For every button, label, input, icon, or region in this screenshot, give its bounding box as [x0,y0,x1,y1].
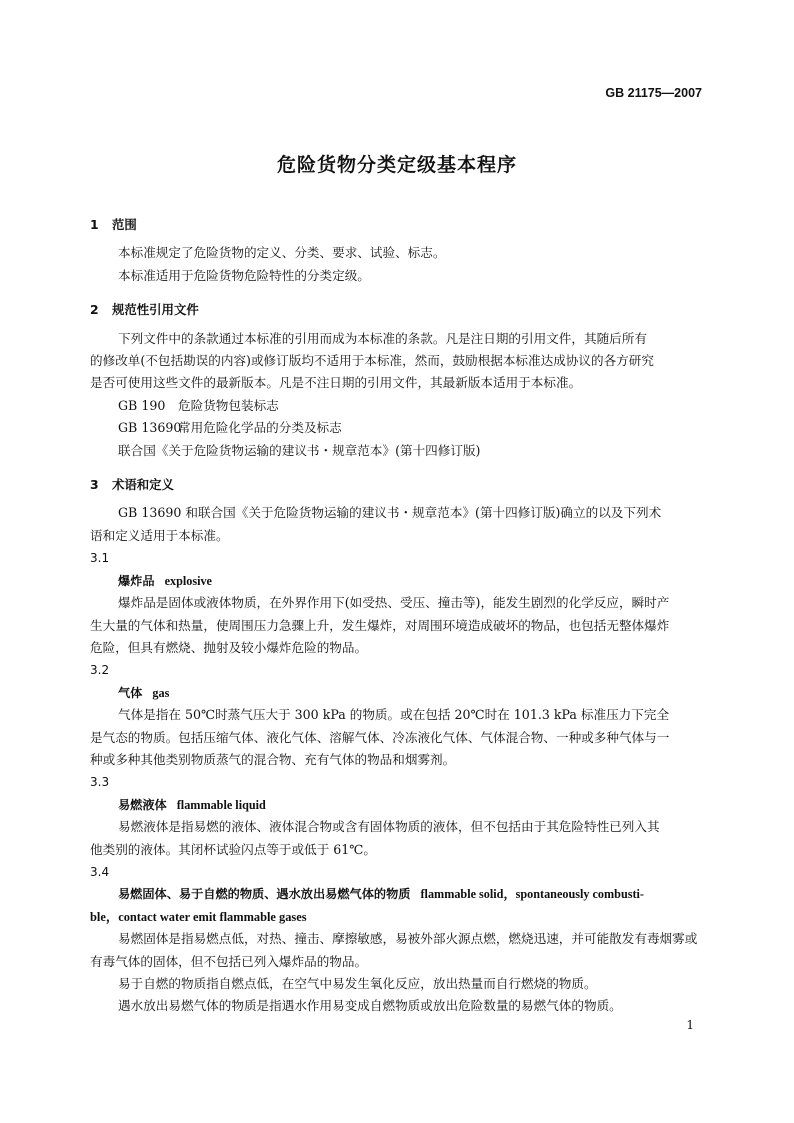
term-zh: 气体 [118,685,143,700]
term-en: flammable liquid [176,797,266,812]
clause-number: 3.3 [90,775,110,790]
clause-number: 3.2 [90,663,110,678]
document-title: 危险货物分类定级基本程序 [276,154,517,176]
term-en: gas [152,685,170,700]
reference-title: 常用危险化学品的分类及标志 [178,420,342,436]
definition-line: 爆炸品是固体或液体物质，在外界作用下(如受热、受压、撞击等)，能发生剧烈的化学反应，瞬时产 [118,595,670,611]
standard-code: GB 21175—2007 [605,86,702,100]
section-number: 3 [90,477,99,493]
definition-line: 气体是指在 50℃时蒸气压大于 300 kPa 的物质。或在包括 20℃时在 101.3 kPa 标准压力下完全 [118,707,670,723]
definition-line: 有毒气体的固体，但不包括已列入爆炸品的物品。 [90,953,368,969]
definition-line: 种或多种其他类别物质蒸气的混合物、充有气体的物品和烟雾剂。 [90,751,456,767]
paragraph-line: GB 13690 和联合国《关于危险货物运输的建议书・规章范本》(第十四修订版)确立的以及下列术 [118,505,662,521]
section-heading-scope [90,214,706,236]
clause-number: 3.1 [90,551,110,566]
paragraph-line: 下列文件中的条款通过本标准的引用而成为本标准的条款。凡是注日期的引用文件，其随后所有 [118,330,647,346]
section-number: 2 [90,302,99,318]
definition-line: 危险，但具有燃烧、抛射及较小爆炸危险的物品。 [90,639,368,655]
reference-title: 危险货物包装标志 [178,397,279,413]
reference-item [90,417,706,439]
term-heading [90,570,706,592]
reference-code: GB 190 [118,397,166,413]
reference-code: GB 13690 [118,420,182,436]
term-en: flammable solid，spontaneously combusti- [420,887,644,902]
paragraph-line: 的修改单(不包括勘误的内容)或修订版均不适用于本标准，然而，鼓励根据本标准达成协议的各方研究 [90,353,654,369]
paragraph-line: 是否可使用这些文件的最新版本。凡是不注日期的引用文件，其最新版本适用于本标准。 [90,375,582,391]
definition-line: 易燃液体是指易燃的液体、液体混合物或含有固体物质的液体，但不包括由于其危险特性已列入其 [118,819,660,835]
definition-line: 易于自燃的物质指自燃点低，在空气中易发生氧化反应，放出热量而自行燃烧的物质。 [118,976,597,991]
definition-line: 遇水放出易燃气体的物质是指遇水作用易变成自燃物质或放出危险数量的易燃气体的物质。 [118,998,622,1014]
section-heading-terms-definitions [90,474,706,496]
term-heading [90,883,706,905]
paragraph-line: 语和定义适用于本标准。 [90,527,229,543]
term-zh: 易燃固体、易于自燃的物质、遇水放出易燃气体的物质 [118,887,411,902]
paragraph: 本标准适用于危险货物危险特性的分类定级。 [118,267,370,283]
definition-line: 生大量的气体和热量，使周围压力急骤上升，发生爆炸，对周围环境造成破坏的物品，也包括无整体爆炸 [90,617,670,633]
reference-item [90,395,706,417]
section-title: 规范性引用文件 [112,302,199,318]
paragraph: 本标准规定了危险货物的定义、分类、要求、试验、标志。 [118,245,446,261]
section-title: 术语和定义 [112,477,174,493]
reference-item: 联合国《关于危险货物运输的建议书・规章范本》(第十四修订版) [118,442,481,458]
term-zh: 爆炸品 [118,573,155,588]
term-en: explosive [164,573,212,588]
clause-number: 3.4 [90,864,110,879]
definition-line: 是气态的物质。包括压缩气体、液化气体、溶解气体、冷冻液化气体、气体混合物、一种或多种气体与一 [90,729,670,745]
section-heading-normative-references [90,299,706,321]
term-en-continuation: ble，contact water emit flammable gases [90,909,307,924]
section-title: 范围 [112,217,137,232]
term-heading [90,682,706,704]
definition-line: 易燃固体是指易燃点低，对热、撞击、摩擦敏感，易被外部火源点燃，燃烧迅速，并可能散发有毒烟雾或 [118,931,698,947]
definition-line: 他类别的液体。其闭杯试验闪点等于或低于 61℃。 [90,841,376,857]
term-heading [90,794,706,816]
document-body [90,214,706,1018]
section-number: 1 [90,217,99,232]
term-zh: 易燃液体 [118,797,167,812]
page-number: 1 [686,1018,694,1032]
